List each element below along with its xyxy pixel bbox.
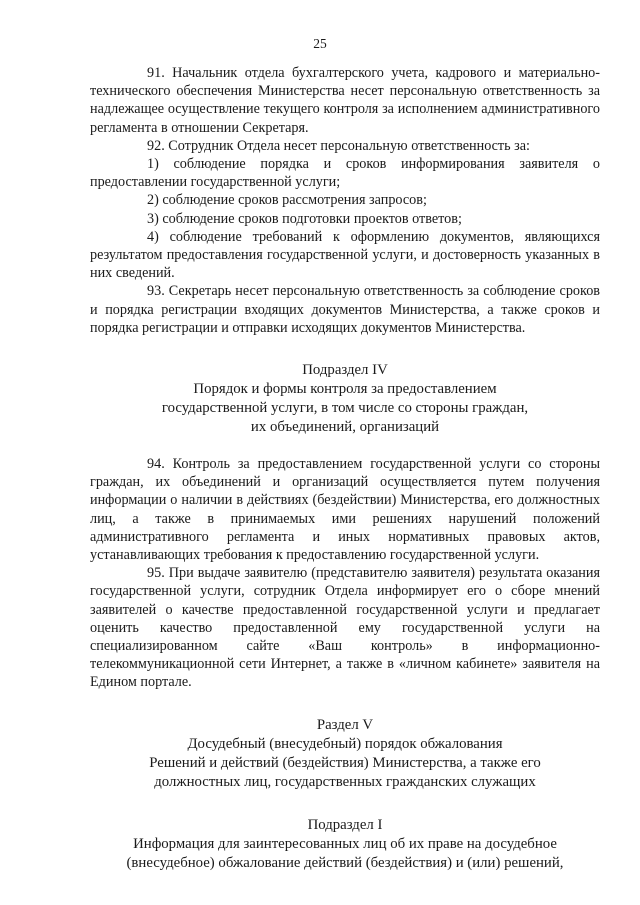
paragraph-95: 95. При выдаче заявителю (представителю заявителя) результата оказания государственной услуги, сотрудник Отдела информирует его о сборе мнений заявителей о качестве предоставленной государственной услуги и предлагает оценить качество предоставленной ему государственной услуги на специализированном сайте «Ваш контроль» в информационно-телекоммуникационной сети Интернет, а также в «личном кабинете» заявителя на Едином портале.: [90, 565, 600, 691]
section-v-title-line-3: должностных лиц, государственных гражданских служащих: [154, 773, 536, 790]
section-v-title-line-2: Решений и действий (бездействия) Министерства, а также его: [149, 754, 541, 771]
document-body: [90, 64, 600, 873]
section-v-label: Раздел V: [316, 716, 374, 733]
subsection-i-title-line-1: Информация для заинтересованных лиц об их праве на досудебное: [133, 835, 557, 852]
list-item-92-3: 3) соблюдение сроков подготовки проектов ответов;: [147, 210, 462, 227]
paragraph-92: 92. Сотрудник Отдела несет персональную ответственность за:: [147, 137, 530, 154]
subsection-iv-title-line-1: Порядок и формы контроля за предоставлением: [193, 381, 497, 398]
list-item-92-2: 2) соблюдение сроков рассмотрения запросов;: [147, 192, 427, 209]
subsection-i-label: Подраздел I: [307, 816, 383, 833]
subsection-iv-title-line-3: их объединений, организаций: [250, 419, 440, 436]
subsection-iv-label: Подраздел IV: [302, 362, 388, 379]
subsection-iv-title-line-2: государственной услуги, в том числе со стороны граждан,: [161, 400, 529, 417]
list-item-92-4: 4) соблюдение требований к оформлению документов, являющихся результатом предоставления государственной услуги, и достоверность указанных в них сведений.: [90, 228, 600, 282]
list-item-92-1: 1) соблюдение порядка и сроков информирования заявителя о предоставлении государственной услуги;: [90, 156, 600, 191]
paragraph-94: 94. Контроль за предоставлением государственной услуги со стороны граждан, их объединений и организаций осуществляется путем получения информации о наличии в действиях (бездействии) Министерства, его должностных лиц, а также в принимаемых ими решениях нарушений положений административного регламента и иных нормативных правовых актов, устанавливающих требования к предоставлению государственной услуги.: [90, 456, 600, 564]
section-v-title-line-1: Досудебный (внесудебный) порядок обжалования: [187, 735, 503, 752]
page-number: 25: [313, 36, 327, 51]
subsection-i-title-line-2: (внесудебное) обжалование действий (бездействия) и (или) решений,: [126, 854, 564, 871]
paragraph-91: 91. Начальник отдела бухгалтерского учета, кадрового и материально-технического обеспечения Министерства несет персональную ответственность за надлежащее осуществление текущего контроля за исполнением административного регламента в отношении Секретаря.: [90, 65, 600, 136]
paragraph-93: 93. Секретарь несет персональную ответственность за соблюдение сроков и порядка регистрации входящих документов Министерства, а также сроков и порядка регистрации и отправки исходящих документов Министерства.: [90, 283, 600, 336]
